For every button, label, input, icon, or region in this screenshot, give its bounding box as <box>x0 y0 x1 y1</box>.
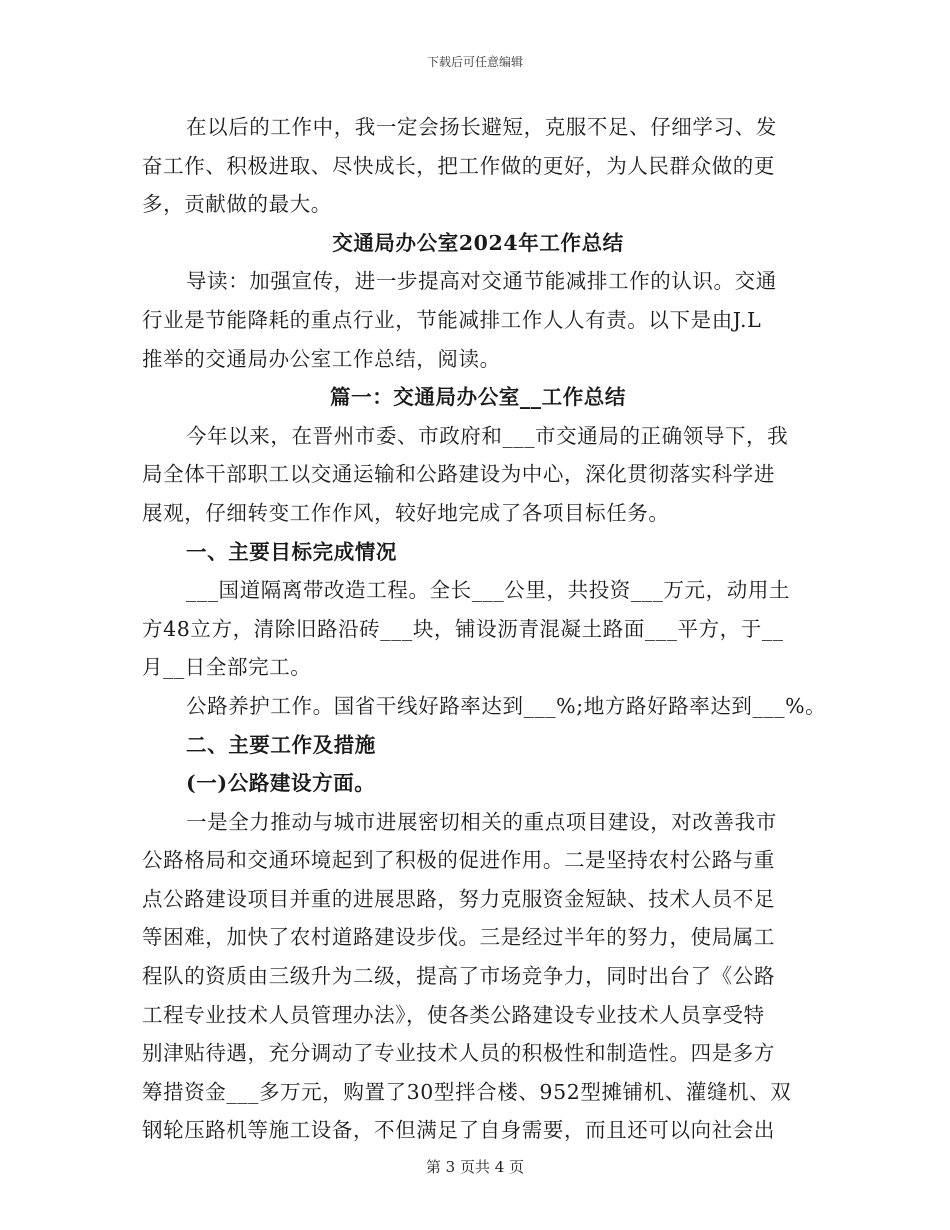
text-line: 在以后的工作中，我一定会扬长避短，克服不足、仔细学习、发 <box>186 115 777 139</box>
text-line: 别津贴待遇，充分调动了专业技术人员的积极性和制造性。四是多方 <box>142 1041 775 1066</box>
page-footer: 第 3 页共 4 页 <box>425 1158 525 1176</box>
heading-line: 二、主要工作及措施 <box>186 732 376 757</box>
heading-line: 篇一：交通局办公室__工作总结 <box>330 385 626 410</box>
document-body <box>142 108 827 1150</box>
heading-line: 一、主要目标完成情况 <box>186 539 397 564</box>
text-line: 行业是节能降耗的重点行业，节能减排工作人人有责。以下是由J.L <box>142 307 762 332</box>
text-line: 方48立方，清除旧路沿砖___块，铺设沥青混凝土路面___平方，于__ <box>142 616 784 641</box>
heading-line: (一)公路建设方面。 <box>186 771 376 796</box>
text-line: 等困难，加快了农村道路建设步伐。三是经过半年的努力，使局属工 <box>142 925 775 950</box>
text-line: 月__日全部完工。 <box>142 655 312 680</box>
text-line: 多，贡献做的最大。 <box>142 192 332 217</box>
text-line: 展观，仔细转变工作作风，较好地完成了各项目标任务。 <box>142 500 670 525</box>
text-line: 局全体干部职工以交通运输和公路建设为中心，深化贯彻落实科学进 <box>142 462 775 487</box>
text-line: 今年以来，在晋州市委、市政府和___市交通局的正确领导下，我 <box>186 423 789 448</box>
text-line: 公路养护工作。国省干线好路率达到___%;地方路好路率达到___%。 <box>186 693 827 718</box>
text-line: 推举的交通局办公室工作总结，阅读。 <box>142 346 501 371</box>
text-line: 奋工作、积极进取、尽快成长，把工作做的更好，为人民群众做的更 <box>142 153 775 178</box>
text-line: 钢轮压路机等施工设备，不但满足了自身需要，而且还可以向社会出 <box>142 1118 775 1143</box>
page-header: 下载后可任意编辑 <box>426 55 523 69</box>
text-line: 点公路建设项目并重的进展思路，努力克服资金短缺、技术人员不足 <box>142 886 775 911</box>
text-line: 公路格局和交通环境起到了积极的促进作用。二是坚持农村公路与重 <box>142 848 775 873</box>
text-line: 工程专业技术人员管理办法》，使各类公路建设专业技术人员享受特 <box>142 1002 765 1027</box>
text-line: 筹措资金___多万元，购置了30型拌合楼、952型摊铺机、灌缝机、双 <box>142 1079 792 1104</box>
heading-line: 交通局办公室2024年工作总结 <box>332 230 624 255</box>
text-line: 程队的资质由三级升为二级，提高了市场竞争力，同时出台了《公路 <box>142 964 775 989</box>
text-line: ___国道隔离带改造工程。全长___公里，共投资___万元，动用土 <box>186 578 791 603</box>
text-line: 一是全力推动与城市进展密切相关的重点项目建设，对改善我市 <box>186 809 777 834</box>
text-line: 导读：加强宣传，进一步提高对交通节能减排工作的认识。交通 <box>186 269 777 294</box>
